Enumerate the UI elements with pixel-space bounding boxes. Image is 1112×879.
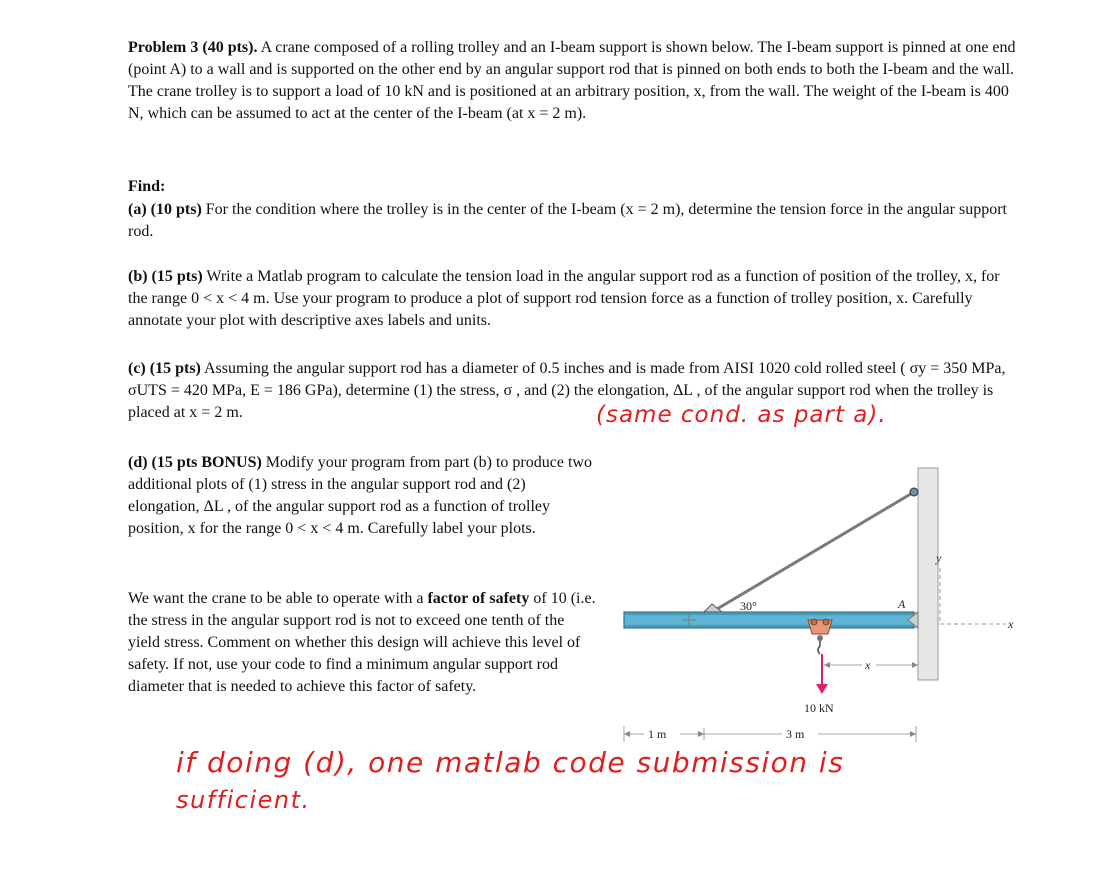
trolley-wheel-right <box>823 619 829 625</box>
handwritten-note-bottom-line1: if doing (d), one matlab code submission is <box>176 746 845 779</box>
part-a-label: (a) (10 pts) <box>128 201 202 218</box>
find-heading-text: Find: <box>128 178 166 195</box>
y-axis-label: y <box>936 551 942 565</box>
wall <box>918 468 938 680</box>
crane-diagram <box>600 460 1060 760</box>
dim-arrow-2 <box>698 731 704 737</box>
problem-intro-text: A crane composed of a rolling trolley and an I-beam support is shown below. The I-beam support is pinned at one end (point A) to a wall and is supported on the other end by an angular support rod that is pinned on both ends to both the I-beam and the wall. The crane trolley is to support a load of 10 kN and is positioned at an arbitrary position, x, from the wall. The weight of the I-beam is 400 N, which can be assumed to act at the center of the I-beam (at x = 2 m). <box>128 39 1016 122</box>
part-b-label: (b) (15 pts) <box>128 268 203 285</box>
part-d-text: Modify your program from part (b) to produce two additional plots of (1) stress in the angular support rod and (2) elongation, ΔL , of the angular support rod as a function of trolley position, x for the range 0 < x < 4 m. Carefully label your plots. <box>128 454 592 537</box>
safety-paragraph <box>128 588 598 698</box>
safety-pre: We want the crane to be able to operate with a <box>128 590 424 607</box>
trolley-wheel-left <box>811 619 817 625</box>
problem-title: Problem 3 (40 pts). <box>128 39 258 56</box>
find-heading <box>128 176 1020 198</box>
problem-intro <box>128 37 1020 125</box>
dim-arrow-1 <box>624 731 630 737</box>
hook <box>818 640 820 654</box>
rod-wall-pin <box>910 488 918 496</box>
point-a-label: A <box>898 597 906 611</box>
x-marker-label: x <box>865 658 871 672</box>
dim-arrow-3 <box>910 731 916 737</box>
load-label: 10 kN <box>804 701 834 715</box>
part-a-text: For the condition where the trolley is in the center of the I-beam (x = 2 m), determine the tension force in the angular support rod. <box>128 201 1007 240</box>
x-dimension-arrow-left <box>824 662 830 668</box>
part-d-label: (d) (15 pts BONUS) <box>128 454 262 471</box>
angle-label: 30° <box>740 599 757 613</box>
x-dimension-arrow-right <box>912 662 918 668</box>
part-d <box>128 452 598 540</box>
safety-bold: factor of safety <box>427 590 530 607</box>
dim-1m-label: 1 m <box>648 727 667 741</box>
load-arrow-head <box>816 684 828 694</box>
part-c-label: (c) (15 pts) <box>128 360 201 377</box>
safety-post: of 10 (i.e. the stress in the angular support rod is not to exceed one tenth of the yield stress. Comment on whether this design will achieve this level of safety. If not, use your code to find a minimum angular support rod diameter that is needed to achieve this factor of safety. <box>128 590 596 695</box>
dim-3m-label: 3 m <box>786 727 805 741</box>
part-b-text: Write a Matlab program to calculate the tension load in the angular support rod as a function of position of the trolley, x, for the range 0 < x < 4 m. Use your program to produce a plot of support rod tension force as a function of trolley position, x. Carefully annotate your plot with descriptive axes labels and units. <box>128 268 1000 329</box>
support-rod <box>712 492 914 612</box>
part-c-text: Assuming the angular support rod has a diameter of 0.5 inches and is made from AISI 1020 cold rolled steel ( σy = 350 MPa, σUTS = 420 MPa, E = 186 GPa), determine (1) the stress, σ , and (2) the elongation, ΔL , of the angular support rod when the trolley is placed at x = 2 m. <box>128 360 1006 421</box>
part-a <box>128 199 1020 243</box>
i-beam <box>624 612 914 628</box>
handwritten-note-bottom-line2: sufficient. <box>176 786 311 814</box>
handwritten-note-part-c: (same cond. as part a). <box>596 402 887 428</box>
part-b <box>128 266 1020 332</box>
x-axis-label: x <box>1008 617 1014 631</box>
